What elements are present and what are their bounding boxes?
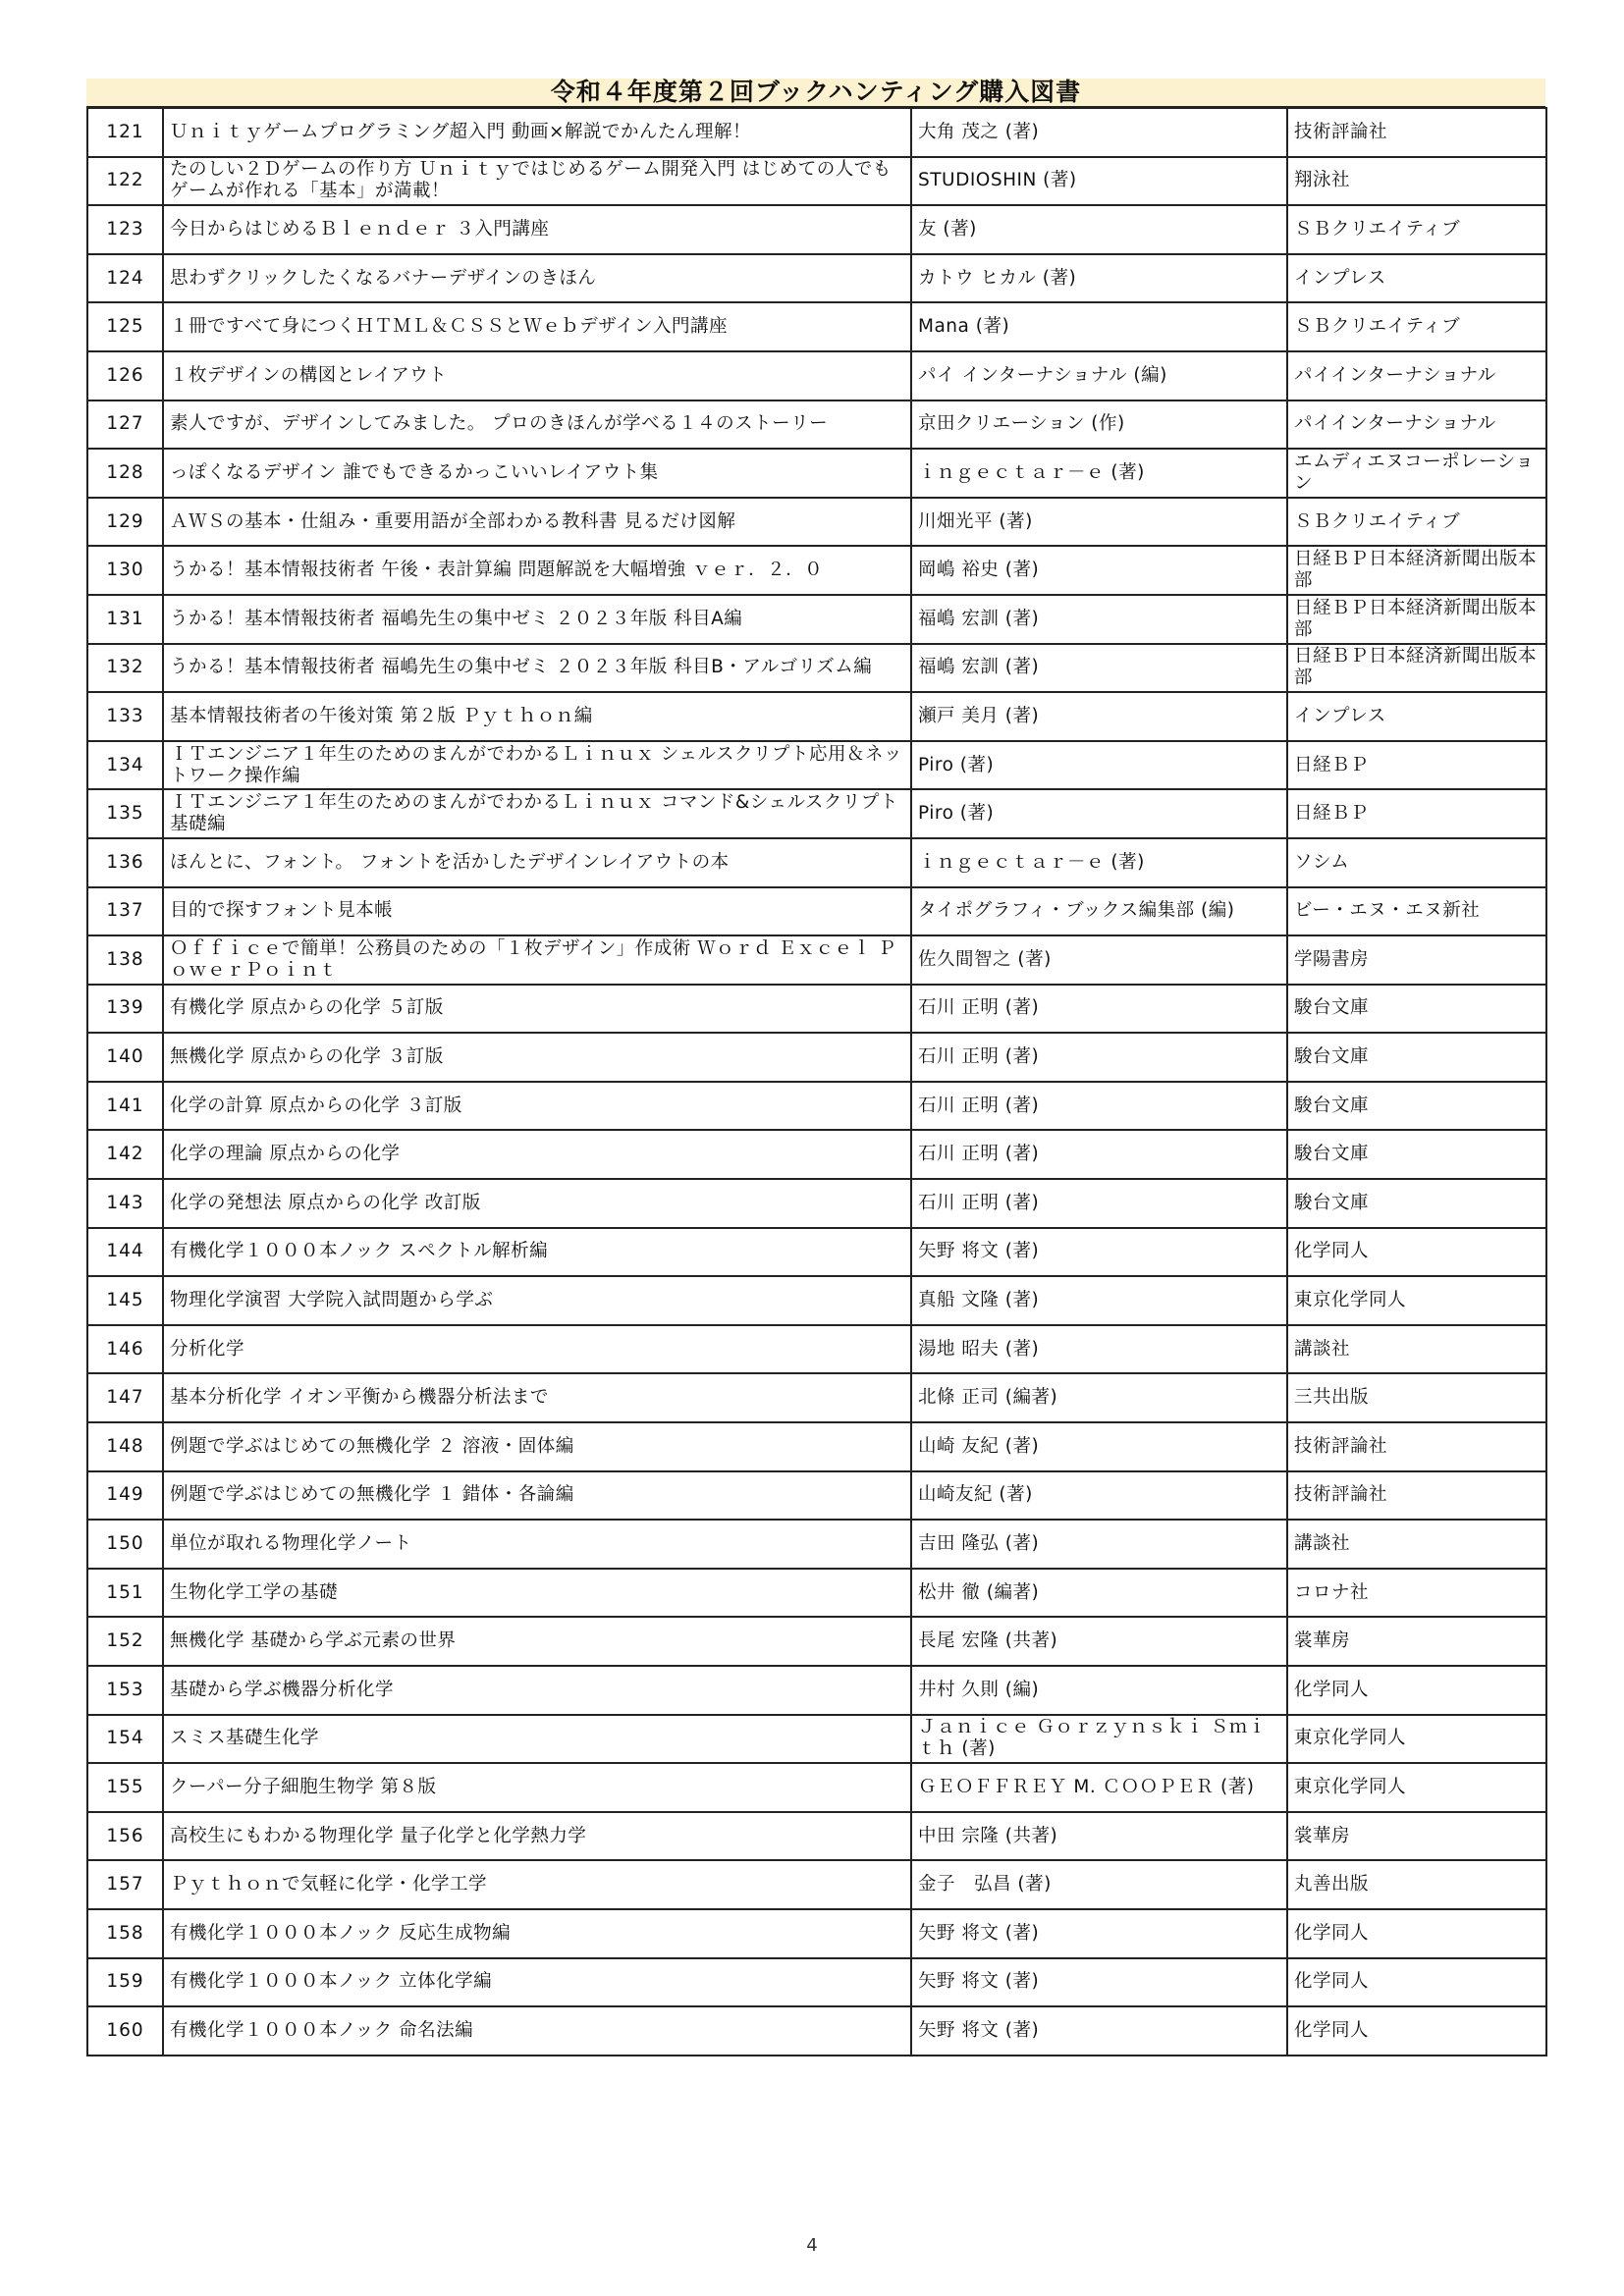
table-row xyxy=(87,1276,1546,1325)
book-title-cell: クーパー分子細胞生物学 第８版 xyxy=(163,1763,911,1812)
table-row xyxy=(87,1909,1546,1958)
book-author-cell: 石川 正明 (著) xyxy=(911,1179,1287,1228)
book-title-cell: 基本情報技術者の午後対策 第２版 Ｐｙｔｈｏｎ編 xyxy=(163,692,911,741)
book-publisher-cell: 東京化学同人 xyxy=(1287,1276,1546,1325)
book-author-cell: 瀬戸 美月 (著) xyxy=(911,692,1287,741)
book-publisher-cell: 日経ＢＰ xyxy=(1287,789,1546,838)
table-row xyxy=(87,205,1546,254)
book-publisher-cell: ソシム xyxy=(1287,838,1546,887)
book-publisher-cell: 技術評論社 xyxy=(1287,108,1546,157)
book-number-cell: 149 xyxy=(87,1471,163,1521)
book-title-cell: １枚デザインの構図とレイアウト xyxy=(163,351,911,400)
book-author-cell: 矢野 将文 (著) xyxy=(911,1909,1287,1958)
book-number-cell: 151 xyxy=(87,1569,163,1618)
book-publisher-cell: エムディエヌコーポレーション xyxy=(1287,449,1546,498)
book-number-cell: 128 xyxy=(87,449,163,498)
table-row xyxy=(87,1958,1546,2007)
table-row xyxy=(87,887,1546,936)
book-publisher-cell: 翔泳社 xyxy=(1287,157,1546,206)
book-author-cell: 岡嶋 裕史 (著) xyxy=(911,546,1287,595)
book-author-cell: タイポグラフィ・ブックス編集部 (編) xyxy=(911,887,1287,936)
table-row xyxy=(87,1130,1546,1179)
book-author-cell: 京田クリエーション (作) xyxy=(911,400,1287,450)
book-number-cell: 144 xyxy=(87,1228,163,1277)
page-title: 令和４年度第２回ブックハンティング購入図書 xyxy=(86,79,1545,107)
book-number-cell: 138 xyxy=(87,935,163,985)
book-author-cell: カトウ ヒカル (著) xyxy=(911,254,1287,303)
table-row xyxy=(87,1812,1546,1861)
book-author-cell: Piro (著) xyxy=(911,789,1287,838)
book-title-cell: 高校生にもわかる物理化学 量子化学と化学熱力学 xyxy=(163,1812,911,1861)
book-title-cell: １冊ですべて身につくＨＴＭＬ＆ＣＳＳとＷｅｂデザイン入門講座 xyxy=(163,302,911,351)
table-row xyxy=(87,1325,1546,1374)
book-title-cell: 単位が取れる物理化学ノート xyxy=(163,1520,911,1569)
book-publisher-cell: 丸善出版 xyxy=(1287,1860,1546,1909)
book-number-cell: 137 xyxy=(87,887,163,936)
book-publisher-cell: 日経ＢＰ日本経済新聞出版本部 xyxy=(1287,595,1546,644)
book-author-cell: 矢野 将文 (著) xyxy=(911,2006,1287,2056)
book-publisher-cell: 東京化学同人 xyxy=(1287,1763,1546,1812)
book-number-cell: 145 xyxy=(87,1276,163,1325)
table-row xyxy=(87,1228,1546,1277)
book-publisher-cell: 化学同人 xyxy=(1287,1666,1546,1715)
book-number-cell: 139 xyxy=(87,985,163,1034)
book-number-cell: 143 xyxy=(87,1179,163,1228)
table-row xyxy=(87,838,1546,887)
book-number-cell: 155 xyxy=(87,1763,163,1812)
book-publisher-cell: パイインターナショナル xyxy=(1287,400,1546,450)
book-table-body xyxy=(87,108,1546,2056)
book-author-cell: 矢野 将文 (著) xyxy=(911,1228,1287,1277)
table-row xyxy=(87,498,1546,547)
table-row xyxy=(87,108,1546,157)
book-number-cell: 130 xyxy=(87,546,163,595)
book-publisher-cell: 日経ＢＰ日本経済新聞出版本部 xyxy=(1287,644,1546,693)
book-title-cell: 目的で探すフォント見本帳 xyxy=(163,887,911,936)
book-publisher-cell: 日経ＢＰ日本経済新聞出版本部 xyxy=(1287,546,1546,595)
book-title-cell: 物理化学演習 大学院入試問題から学ぶ xyxy=(163,1276,911,1325)
book-publisher-cell: ＳＢクリエイティブ xyxy=(1287,302,1546,351)
book-number-cell: 141 xyxy=(87,1082,163,1131)
book-author-cell: 石川 正明 (著) xyxy=(911,1082,1287,1131)
book-author-cell: ｉｎｇｅｃｔａｒ－ｅ (著) xyxy=(911,449,1287,498)
table-row xyxy=(87,1617,1546,1666)
book-number-cell: 123 xyxy=(87,205,163,254)
page-number: 4 xyxy=(806,2235,818,2256)
table-row xyxy=(87,449,1546,498)
book-title-cell: ＩＴエンジニア１年生のためのまんがでわかるＬｉｎｕｘ コマンド&シェルスクリプト基礎編 xyxy=(163,789,911,838)
book-publisher-cell: 日経ＢＰ xyxy=(1287,741,1546,790)
book-number-cell: 140 xyxy=(87,1033,163,1082)
book-publisher-cell: 化学同人 xyxy=(1287,2006,1546,2056)
book-publisher-cell: 化学同人 xyxy=(1287,1228,1546,1277)
book-title-cell: 素人ですが、デザインしてみました。 プロのきほんが学べる１４のストーリー xyxy=(163,400,911,450)
book-author-cell: 友 (著) xyxy=(911,205,1287,254)
book-title-cell: たのしい２Ｄゲームの作り方 Ｕｎｉｔｙではじめるゲーム開発入門 はじめての人でもゲームが作れる「基本」が満載！ xyxy=(163,157,911,206)
book-title-cell: 無機化学 基礎から学ぶ元素の世界 xyxy=(163,1617,911,1666)
book-title-cell: 基本分析化学 イオン平衡から機器分析法まで xyxy=(163,1373,911,1422)
book-number-cell: 136 xyxy=(87,838,163,887)
book-publisher-cell: 講談社 xyxy=(1287,1520,1546,1569)
book-title-cell: 例題で学ぶはじめての無機化学 ２ 溶液・固体編 xyxy=(163,1422,911,1471)
book-author-cell: Piro (著) xyxy=(911,741,1287,790)
book-number-cell: 154 xyxy=(87,1715,163,1764)
table-row xyxy=(87,1715,1546,1764)
book-title-cell: 有機化学１０００本ノック スペクトル解析編 xyxy=(163,1228,911,1277)
book-number-cell: 131 xyxy=(87,595,163,644)
book-publisher-cell: 講談社 xyxy=(1287,1325,1546,1374)
table-row xyxy=(87,1569,1546,1618)
book-author-cell: Ｊａｎｉｃｅ Ｇｏｒｚｙｎｓｋｉ Ｓｍｉｔｈ (著) xyxy=(911,1715,1287,1764)
book-publisher-cell: 学陽書房 xyxy=(1287,935,1546,985)
book-number-cell: 132 xyxy=(87,644,163,693)
table-row xyxy=(87,1666,1546,1715)
book-publisher-cell: 駿台文庫 xyxy=(1287,985,1546,1034)
book-author-cell: ＧＥＯＦＦＲＥＹ M. ＣＯＯＰＥＲ (著) xyxy=(911,1763,1287,1812)
book-publisher-cell: 駿台文庫 xyxy=(1287,1082,1546,1131)
book-author-cell: 矢野 将文 (著) xyxy=(911,1958,1287,2007)
book-publisher-cell: 化学同人 xyxy=(1287,1958,1546,2007)
table-row xyxy=(87,741,1546,790)
book-author-cell: 井村 久則 (編) xyxy=(911,1666,1287,1715)
table-row xyxy=(87,157,1546,206)
book-title-cell: 生物化学工学の基礎 xyxy=(163,1569,911,1618)
book-number-cell: 124 xyxy=(87,254,163,303)
book-title-cell: ＡＷＳの基本・仕組み・重要用語が全部わかる教科書 見るだけ図解 xyxy=(163,498,911,547)
table-row xyxy=(87,1860,1546,1909)
book-publisher-cell: 駿台文庫 xyxy=(1287,1179,1546,1228)
book-number-cell: 142 xyxy=(87,1130,163,1179)
table-row xyxy=(87,254,1546,303)
book-author-cell: 石川 正明 (著) xyxy=(911,1130,1287,1179)
book-number-cell: 125 xyxy=(87,302,163,351)
book-number-cell: 152 xyxy=(87,1617,163,1666)
book-author-cell: 佐久間智之 (著) xyxy=(911,935,1287,985)
book-publisher-cell: ＳＢクリエイティブ xyxy=(1287,205,1546,254)
book-author-cell: 金子 弘昌 (著) xyxy=(911,1860,1287,1909)
book-title-cell: ほんとに、フォント。 フォントを活かしたデザインレイアウトの本 xyxy=(163,838,911,887)
book-title-cell: 有機化学 原点からの化学 ５訂版 xyxy=(163,985,911,1034)
book-publisher-cell: 裳華房 xyxy=(1287,1617,1546,1666)
book-author-cell: 福嶋 宏訓 (著) xyxy=(911,595,1287,644)
table-row xyxy=(87,1179,1546,1228)
book-author-cell: STUDIOSHIN (著) xyxy=(911,157,1287,206)
book-title-cell: Ｏｆｆｉｃｅで簡単！公務員のための「１枚デザイン」作成術 Ｗｏｒｄ Ｅｘｃｅｌ ＰｏｗｅｒＰｏｉｎｔ xyxy=(163,935,911,985)
book-author-cell: 吉田 隆弘 (著) xyxy=(911,1520,1287,1569)
book-number-cell: 157 xyxy=(87,1860,163,1909)
book-author-cell: 福嶋 宏訓 (著) xyxy=(911,644,1287,693)
book-author-cell: 長尾 宏隆 (共著) xyxy=(911,1617,1287,1666)
table-row xyxy=(87,644,1546,693)
book-title-cell: 今日からはじめるＢｌｅｎｄｅｒ ３入門講座 xyxy=(163,205,911,254)
book-author-cell: 石川 正明 (著) xyxy=(911,1033,1287,1082)
book-title-cell: 化学の計算 原点からの化学 ３訂版 xyxy=(163,1082,911,1131)
book-number-cell: 160 xyxy=(87,2006,163,2056)
book-title-cell: 有機化学１０００本ノック 反応生成物編 xyxy=(163,1909,911,1958)
book-number-cell: 150 xyxy=(87,1520,163,1569)
book-list-sheet xyxy=(86,79,1545,2056)
book-number-cell: 159 xyxy=(87,1958,163,2007)
book-author-cell: 北條 正司 (編著) xyxy=(911,1373,1287,1422)
book-author-cell: 湯地 昭夫 (著) xyxy=(911,1325,1287,1374)
book-title-cell: 基礎から学ぶ機器分析化学 xyxy=(163,1666,911,1715)
book-author-cell: 真船 文隆 (著) xyxy=(911,1276,1287,1325)
book-publisher-cell: パイインターナショナル xyxy=(1287,351,1546,400)
table-row xyxy=(87,692,1546,741)
book-publisher-cell: 駿台文庫 xyxy=(1287,1033,1546,1082)
table-row xyxy=(87,400,1546,450)
book-number-cell: 148 xyxy=(87,1422,163,1471)
book-number-cell: 122 xyxy=(87,157,163,206)
table-row xyxy=(87,351,1546,400)
book-title-cell: 無機化学 原点からの化学 ３訂版 xyxy=(163,1033,911,1082)
book-author-cell: 松井 徹 (編著) xyxy=(911,1569,1287,1618)
table-row xyxy=(87,1471,1546,1521)
book-title-cell: っぽくなるデザイン 誰でもできるかっこいいレイアウト集 xyxy=(163,449,911,498)
book-number-cell: 135 xyxy=(87,789,163,838)
book-number-cell: 158 xyxy=(87,1909,163,1958)
book-publisher-cell: 化学同人 xyxy=(1287,1909,1546,1958)
book-title-cell: うかる！基本情報技術者 福嶋先生の集中ゼミ ２０２３年版 科目B・アルゴリズム編 xyxy=(163,644,911,693)
book-number-cell: 146 xyxy=(87,1325,163,1374)
table-row xyxy=(87,985,1546,1034)
book-title-cell: 化学の理論 原点からの化学 xyxy=(163,1130,911,1179)
book-title-cell: ＩＴエンジニア１年生のためのまんがでわかるＬｉｎｕｘ シェルスクリプト応用＆ネットワーク操作編 xyxy=(163,741,911,790)
table-row xyxy=(87,1422,1546,1471)
book-title-cell: 有機化学１０００本ノック 立体化学編 xyxy=(163,1958,911,2007)
table-row xyxy=(87,1033,1546,1082)
book-title-cell: うかる！基本情報技術者 午後・表計算編 問題解説を大幅増強 ｖｅｒ．２．０ xyxy=(163,546,911,595)
book-author-cell: Mana (著) xyxy=(911,302,1287,351)
table-row xyxy=(87,1763,1546,1812)
book-title-cell: 分析化学 xyxy=(163,1325,911,1374)
book-publisher-cell: インプレス xyxy=(1287,692,1546,741)
book-publisher-cell: 三共出版 xyxy=(1287,1373,1546,1422)
book-author-cell: 山崎 友紀 (著) xyxy=(911,1422,1287,1471)
table-row xyxy=(87,302,1546,351)
table-row xyxy=(87,935,1546,985)
book-author-cell: 川畑光平 (著) xyxy=(911,498,1287,547)
book-number-cell: 134 xyxy=(87,741,163,790)
book-title-cell: 化学の発想法 原点からの化学 改訂版 xyxy=(163,1179,911,1228)
book-number-cell: 133 xyxy=(87,692,163,741)
book-publisher-cell: 裳華房 xyxy=(1287,1812,1546,1861)
book-number-cell: 127 xyxy=(87,400,163,450)
book-table xyxy=(86,107,1547,2056)
book-publisher-cell: 駿台文庫 xyxy=(1287,1130,1546,1179)
table-row xyxy=(87,595,1546,644)
book-publisher-cell: 技術評論社 xyxy=(1287,1471,1546,1521)
book-number-cell: 153 xyxy=(87,1666,163,1715)
book-title-cell: スミス基礎生化学 xyxy=(163,1715,911,1764)
book-number-cell: 156 xyxy=(87,1812,163,1861)
book-publisher-cell: ＳＢクリエイティブ xyxy=(1287,498,1546,547)
book-publisher-cell: 技術評論社 xyxy=(1287,1422,1546,1471)
table-row xyxy=(87,789,1546,838)
book-number-cell: 126 xyxy=(87,351,163,400)
table-row xyxy=(87,1373,1546,1422)
book-author-cell: 石川 正明 (著) xyxy=(911,985,1287,1034)
table-row xyxy=(87,1520,1546,1569)
book-author-cell: 大角 茂之 (著) xyxy=(911,108,1287,157)
book-number-cell: 129 xyxy=(87,498,163,547)
book-publisher-cell: ビー・エヌ・エヌ新社 xyxy=(1287,887,1546,936)
book-title-cell: Ｕｎｉｔｙゲームプログラミング超入門 動画×解説でかんたん理解！ xyxy=(163,108,911,157)
table-row xyxy=(87,1082,1546,1131)
book-publisher-cell: インプレス xyxy=(1287,254,1546,303)
book-author-cell: 山崎友紀 (著) xyxy=(911,1471,1287,1521)
book-title-cell: 例題で学ぶはじめての無機化学 １ 錯体・各論編 xyxy=(163,1471,911,1521)
book-title-cell: 思わずクリックしたくなるバナーデザインのきほん xyxy=(163,254,911,303)
book-author-cell: 中田 宗隆 (共著) xyxy=(911,1812,1287,1861)
book-title-cell: Ｐｙｔｈｏｎで気軽に化学・化学工学 xyxy=(163,1860,911,1909)
book-number-cell: 147 xyxy=(87,1373,163,1422)
book-publisher-cell: コロナ社 xyxy=(1287,1569,1546,1618)
table-row xyxy=(87,2006,1546,2056)
book-number-cell: 121 xyxy=(87,108,163,157)
book-publisher-cell: 東京化学同人 xyxy=(1287,1715,1546,1764)
book-title-cell: うかる！基本情報技術者 福嶋先生の集中ゼミ ２０２３年版 科目A編 xyxy=(163,595,911,644)
book-author-cell: パイ インターナショナル (編) xyxy=(911,351,1287,400)
book-title-cell: 有機化学１０００本ノック 命名法編 xyxy=(163,2006,911,2056)
table-row xyxy=(87,546,1546,595)
book-author-cell: ｉｎｇｅｃｔａｒ－ｅ (著) xyxy=(911,838,1287,887)
